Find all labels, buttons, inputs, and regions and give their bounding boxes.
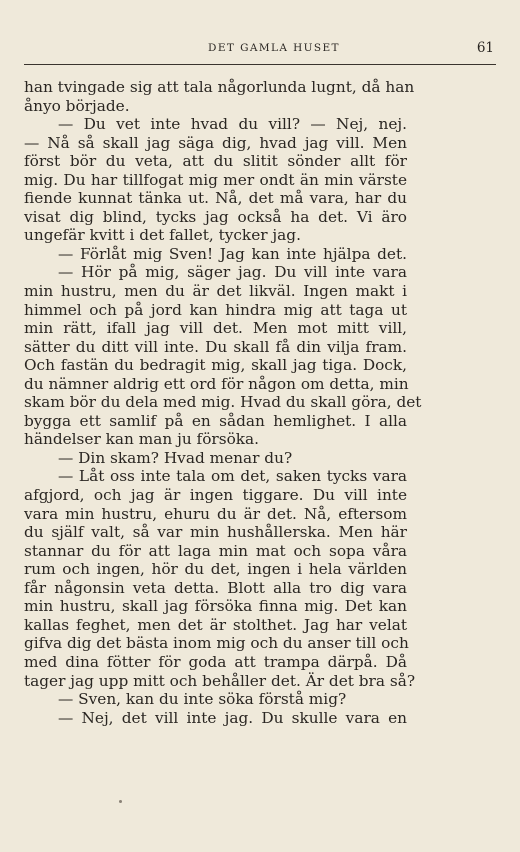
text-line: ungefär kvitt i det fallet, tycker jag.	[24, 226, 301, 245]
text-line: ånyo började.	[24, 96, 130, 115]
text-line: min hustru, men du är det likväl. Ingen makt i	[24, 282, 407, 301]
text-line: — Du vet inte hvad du vill? — Nej, nej.	[58, 115, 407, 134]
paper-speck	[119, 800, 122, 803]
text-line: tager jag upp mitt och behåller det. Är det bra så?	[24, 671, 416, 690]
text-line: Och fastän du bedragit mig, skall jag tiga. Dock,	[24, 356, 407, 375]
text-line: visat dig blind, tycks jag också ha det. Vi äro	[24, 207, 407, 226]
text-line: — Nå så skall jag säga dig, hvad jag vill. Men	[24, 133, 407, 152]
text-line: fiende kunnat tänka ut. Nå, det må vara, har du	[24, 189, 407, 208]
text-line: vara min hustru, ehuru du är det. Nå, eftersom	[24, 504, 407, 523]
text-line: — Hör på mig, säger jag. Du vill inte vara	[58, 263, 407, 282]
text-line: bygga ett samlif på en sådan hemlighet. I alla	[24, 411, 407, 430]
text-line: rum och ingen, hör du det, ingen i hela världen	[24, 560, 407, 579]
text-line: får någonsin veta detta. Blott alla tro dig vara	[24, 578, 407, 597]
text-line: — Din skam? Hvad menar du?	[58, 448, 293, 467]
text-line: skam bör du dela med mig. Hvad du skall göra, det	[24, 393, 422, 412]
text-line: sätter du ditt vill inte. Du skall få din vilja fram.	[24, 337, 407, 356]
text-line: kallas feghet, men det är stolthet. Jag har velat	[24, 615, 407, 634]
text-line: min rätt, ifall jag vill det. Men mot mitt vill,	[24, 319, 407, 338]
text-line: han tvingade sig att tala någorlunda lugnt, då han	[24, 78, 415, 96]
text-line: händelser kan man ju försöka.	[24, 430, 260, 449]
text-line: — Låt oss inte tala om det, saken tycks vara	[58, 467, 407, 486]
text-line: du nämner aldrig ett ord för någon om detta, min	[24, 374, 409, 393]
text-line: — Sven, kan du inte söka förstå mig?	[58, 690, 347, 709]
page-number: 61	[476, 40, 494, 56]
text-line: — Nej, det vill inte jag. Du skulle vara en	[58, 708, 407, 727]
text-line: min hustru, skall jag försöka finna mig. Det kan	[24, 597, 407, 616]
text-line: himmel och på jord kan hindra mig att taga ut	[24, 300, 407, 319]
text-line: — Förlåt mig Sven! Jag kan inte hjälpa det.	[58, 244, 407, 263]
text-line: du själf valt, så var min hushållerska. Men här	[24, 523, 407, 542]
running-title: DET GAMLA HUSET	[208, 42, 340, 54]
page-header	[24, 42, 496, 65]
text-line: först bör du veta, att du slitit sönder allt för	[24, 152, 407, 171]
body-text	[24, 78, 422, 727]
text-line: stannar du för att laga min mat och sopa våra	[24, 541, 407, 560]
text-line: mig. Du har tillfogat mig mer ondt än min värste	[24, 170, 407, 189]
text-line: gifva dig det bästa inom mig och du anser till och	[24, 634, 409, 653]
text-line: med dina fötter för goda att trampa därpå. Då	[24, 652, 407, 671]
text-line: afgjord, och jag är ingen tiggare. Du vill inte	[24, 486, 407, 505]
